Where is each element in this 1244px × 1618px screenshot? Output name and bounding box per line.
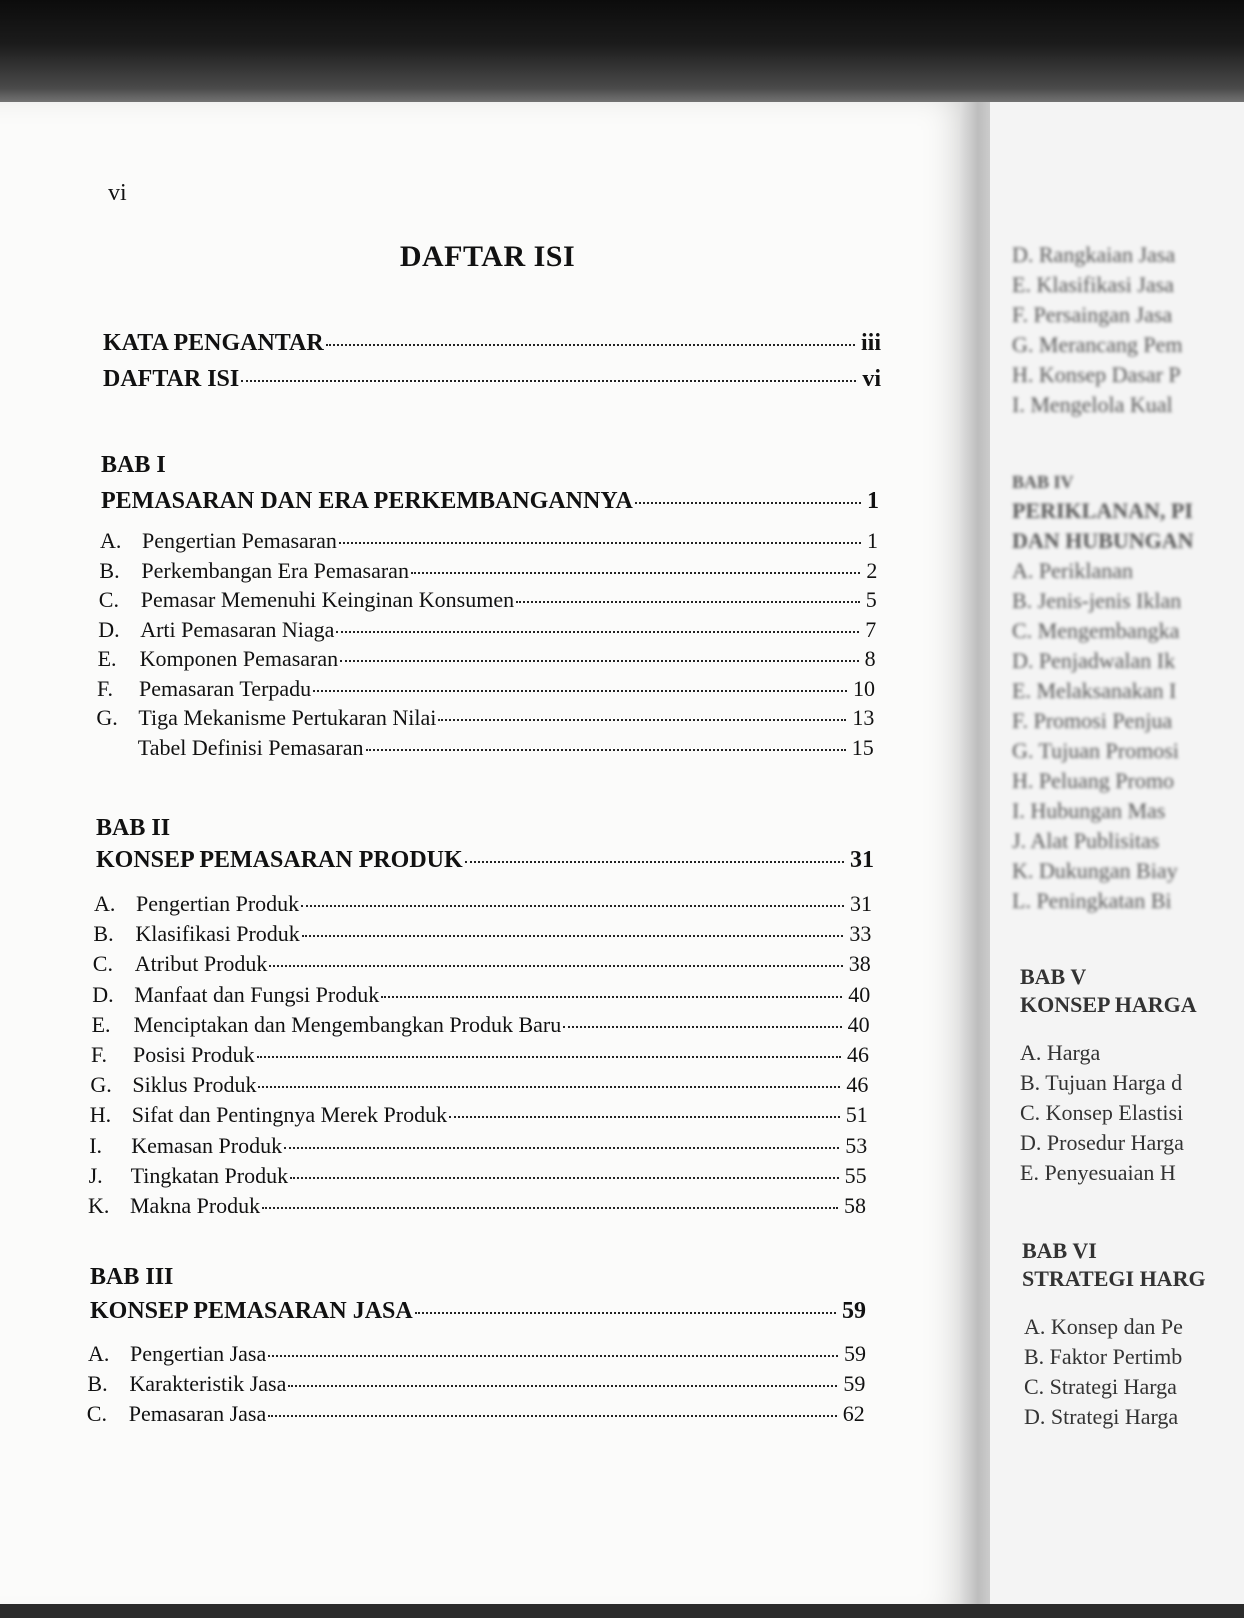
- toc-entry-label: Sifat dan Pentingnya Merek Produk: [131, 1102, 448, 1128]
- toc-entry-letter: G.: [96, 705, 118, 730]
- toc-entry-label: Perkembangan Era Pemasaran: [141, 557, 409, 583]
- toc-leader: [284, 1147, 839, 1149]
- toc-leader: [268, 1355, 838, 1357]
- toc-entry-letter: D.: [92, 981, 114, 1007]
- toc-entry: [90, 1102, 868, 1128]
- toc-leader: [411, 572, 860, 574]
- toc-leader: [415, 1312, 836, 1314]
- facing-chapter-title: KONSEP HARGA: [1020, 992, 1197, 1017]
- toc-entry: [87, 1371, 865, 1397]
- facing-entry: B. Jenis-jenis Iklan: [1012, 588, 1182, 613]
- toc-entry-page: 33: [849, 921, 872, 947]
- toc-entry-letter: B.: [87, 1371, 108, 1396]
- toc-entry: [99, 558, 877, 584]
- toc-entry-page: 10: [853, 675, 875, 701]
- toc-entry-page: 40: [848, 981, 871, 1007]
- toc-entry: [87, 1401, 865, 1427]
- chapter-number: BAB III: [90, 1264, 174, 1290]
- facing-entry: E. Melaksanakan I: [1012, 678, 1177, 703]
- toc-leader: [465, 861, 844, 863]
- toc-entry: [88, 1193, 866, 1219]
- toc-entry: [96, 735, 874, 761]
- facing-chapter-number: BAB V: [1020, 964, 1087, 989]
- chapter-title-row: [90, 1298, 866, 1325]
- toc-entry-page: 59: [843, 1371, 866, 1396]
- toc-entry-page: 2: [866, 557, 878, 583]
- chapter-page: 59: [842, 1298, 866, 1324]
- toc-entry-letter: A.: [94, 891, 116, 916]
- toc-label: KATA PENGANTAR: [103, 330, 324, 356]
- toc-entry-letter: F.: [91, 1042, 107, 1067]
- toc-entry-label: Atribut Produk: [134, 951, 268, 977]
- chapter-number: BAB II: [96, 815, 171, 841]
- toc-entry: [96, 705, 874, 731]
- toc-leader: [269, 965, 842, 967]
- toc-entry-letter: K.: [88, 1193, 110, 1218]
- toc-entry-letter: D.: [98, 616, 120, 642]
- facing-entry: F. Persaingan Jasa: [1012, 302, 1173, 327]
- toc-entry-page: 8: [864, 646, 876, 671]
- toc-entry: [92, 1012, 870, 1038]
- toc-leader: [301, 905, 844, 907]
- facing-entry: H. Konsep Dasar P: [1012, 362, 1181, 387]
- toc-entry-page: 5: [865, 587, 877, 612]
- toc-entry-letter: C.: [86, 1401, 107, 1426]
- toc-entry-label: Pemasar Memenuhi Keinginan Konsumen: [140, 587, 515, 612]
- toc-entry-letter: J.: [88, 1162, 103, 1188]
- chapter-number: BAB I: [101, 452, 166, 478]
- facing-entry: G. Tujuan Promosi: [1012, 738, 1179, 763]
- chapter-page: 31: [850, 847, 874, 873]
- toc-leader: [288, 1385, 837, 1387]
- chapter-title: PEMASARAN DAN ERA PERKEMBANGANNYA: [101, 488, 633, 514]
- toc-front-daftar-isi: [103, 366, 881, 393]
- toc-leader: [302, 935, 844, 937]
- toc-entry-page: 46: [846, 1072, 869, 1098]
- toc-entry: [100, 528, 878, 554]
- toc-entry-label: Tabel Definisi Pemasaran: [137, 734, 364, 760]
- facing-entry: D. Penjadwalan Ik: [1012, 648, 1176, 673]
- toc-entry-letter: C.: [92, 951, 113, 977]
- chapter-page: 1: [867, 488, 879, 514]
- toc-entry-page: 55: [844, 1162, 867, 1188]
- toc-leader: [381, 996, 842, 998]
- toc-entry: [98, 617, 876, 643]
- toc-entry-page: 51: [845, 1102, 868, 1128]
- facing-chapter-number: BAB IV: [1012, 472, 1074, 492]
- toc-entry-label: Pengertian Pemasaran: [142, 528, 337, 553]
- toc-entry: [88, 1341, 866, 1367]
- toc-entry-page: 59: [844, 1341, 866, 1366]
- toc-leader: [262, 1207, 838, 1209]
- toc-entry-page: 46: [847, 1042, 869, 1067]
- toc-leader: [366, 749, 846, 751]
- toc-entry-label: Klasifikasi Produk: [135, 921, 300, 947]
- toc-page: vi: [862, 366, 881, 392]
- toc-leader: [438, 719, 846, 721]
- toc-page: iii: [860, 330, 881, 356]
- chapter-title: KONSEP PEMASARAN JASA: [90, 1298, 413, 1324]
- toc-entry: [93, 951, 871, 977]
- toc-entry-page: 15: [851, 734, 874, 760]
- toc-entry-label: Makna Produk: [130, 1193, 261, 1218]
- page-title: DAFTAR ISI: [399, 240, 576, 273]
- toc-entry-page: 62: [842, 1401, 865, 1426]
- facing-entry: B. Faktor Pertimb: [1024, 1344, 1183, 1369]
- facing-entry: B. Tujuan Harga d: [1020, 1070, 1183, 1095]
- toc-entry-label: Pemasaran Jasa: [128, 1401, 267, 1426]
- toc-entry-letter: I.: [89, 1132, 103, 1158]
- toc-leader: [257, 1056, 841, 1058]
- facing-entry: A. Periklanan: [1012, 558, 1133, 583]
- facing-entry: K. Dukungan Biay: [1012, 858, 1178, 883]
- toc-leader: [449, 1116, 840, 1118]
- toc-entry-label: Karakteristik Jasa: [129, 1371, 287, 1396]
- toc-leader: [258, 1086, 840, 1088]
- toc-entry-letter: E.: [91, 1011, 111, 1037]
- toc-entry-letter: C.: [98, 587, 119, 612]
- facing-entry: I. Hubungan Mas: [1012, 798, 1166, 823]
- scanner-top-shadow: [0, 0, 1244, 110]
- toc-leader: [326, 344, 855, 346]
- chapter-title: KONSEP PEMASARAN PRODUK: [96, 847, 463, 873]
- toc-entry: [99, 587, 877, 613]
- toc-entry-page: 40: [847, 1011, 870, 1037]
- facing-chapter-title: STRATEGI HARG: [1022, 1266, 1206, 1291]
- toc-entry-label: Tiga Mekanisme Pertukaran Nilai: [138, 705, 437, 730]
- toc-entry-page: 1: [867, 528, 878, 553]
- toc-entry-label: Pemasaran Terpadu: [139, 675, 312, 701]
- toc-entry-label: Siklus Produk: [132, 1072, 257, 1098]
- facing-entry: I. Mengelola Kual: [1012, 392, 1173, 417]
- facing-entry: F. Promosi Penjua: [1012, 708, 1173, 733]
- toc-entry-page: 53: [845, 1132, 868, 1158]
- toc-leader: [241, 380, 856, 382]
- toc-entry-label: Manfaat dan Fungsi Produk: [134, 981, 380, 1007]
- toc-entry: [92, 982, 870, 1008]
- toc-leader: [339, 542, 861, 544]
- toc-entry-letter: G.: [90, 1072, 112, 1098]
- facing-page: [990, 102, 1244, 1618]
- facing-chapter-title: PERIKLANAN, PI: [1012, 498, 1193, 523]
- toc-entry-label: Tingkatan Produk: [130, 1162, 289, 1188]
- toc-leader: [563, 1026, 841, 1028]
- toc-entry-letter: B.: [93, 921, 114, 947]
- page-number: vi: [108, 180, 127, 206]
- facing-chapter-number: BAB VI: [1022, 1238, 1097, 1263]
- toc-leader: [313, 690, 847, 692]
- chapter-title-row: [96, 847, 874, 874]
- facing-entry: C. Konsep Elastisi: [1020, 1100, 1184, 1125]
- toc-entry-page: 13: [852, 705, 875, 730]
- toc-entry: [94, 891, 872, 917]
- facing-chapter-title: DAN HUBUNGAN: [1012, 528, 1194, 553]
- facing-entry: D. Rangkaian Jasa: [1012, 242, 1176, 267]
- toc-entry-letter: H.: [89, 1102, 112, 1128]
- toc-entry-letter: F.: [97, 675, 113, 701]
- chapter-title-row: [101, 488, 879, 515]
- toc-entry-label: Posisi Produk: [133, 1042, 255, 1067]
- facing-entry: C. Strategi Harga: [1024, 1374, 1177, 1399]
- toc-entry-letter: B.: [99, 557, 120, 583]
- toc-entry-page: 38: [848, 951, 871, 977]
- toc-leader: [336, 631, 859, 633]
- facing-entry: E. Penyesuaian H: [1020, 1160, 1176, 1185]
- toc-leader: [516, 601, 860, 603]
- scanner-bottom-shadow: [0, 1604, 1244, 1618]
- toc-entry: [93, 921, 871, 947]
- toc-entry: [89, 1133, 867, 1159]
- facing-entry: C. Mengembangka: [1012, 618, 1180, 643]
- toc-entry-letter: A.: [88, 1341, 110, 1366]
- facing-entry: G. Merancang Pem: [1012, 332, 1183, 357]
- toc-entry-label: Menciptakan dan Mengembangkan Produk Baru: [133, 1011, 562, 1037]
- toc-front-kata-pengantar: [103, 330, 881, 357]
- facing-entry: D. Strategi Harga: [1024, 1404, 1179, 1429]
- toc-leader: [290, 1177, 839, 1179]
- toc-entry-label: Komponen Pemasaran: [139, 646, 339, 671]
- toc-entry-label: Pengertian Jasa: [130, 1341, 267, 1366]
- facing-entry: D. Prosedur Harga: [1020, 1130, 1184, 1155]
- toc-entry-page: 58: [844, 1193, 866, 1218]
- facing-entry: E. Klasifikasi Jasa: [1012, 272, 1174, 297]
- toc-leader: [635, 502, 861, 504]
- toc-leader: [268, 1415, 837, 1417]
- toc-entry: [97, 676, 875, 702]
- toc-entry-letter: A.: [100, 528, 122, 553]
- facing-entry: A. Harga: [1020, 1040, 1101, 1065]
- toc-entry-label: Arti Pemasaran Niaga: [140, 616, 335, 642]
- toc-entry-label: Pengertian Produk: [136, 891, 300, 916]
- toc-entry-label: Kemasan Produk: [131, 1132, 283, 1158]
- toc-entry: [89, 1163, 867, 1189]
- toc-label: DAFTAR ISI: [103, 366, 240, 392]
- toc-entry: [90, 1072, 868, 1098]
- toc-entry-letter: E.: [97, 646, 117, 671]
- facing-entry: H. Peluang Promo: [1012, 768, 1174, 793]
- toc-leader: [340, 660, 858, 662]
- facing-entry: L. Peningkatan Bi: [1012, 888, 1172, 913]
- facing-entry: J. Alat Publisitas: [1012, 828, 1160, 853]
- toc-entry-page: 31: [850, 891, 872, 916]
- facing-entry: A. Konsep dan Pe: [1024, 1314, 1183, 1339]
- toc-entry: [91, 1042, 869, 1068]
- toc-entry-page: 7: [865, 616, 877, 642]
- toc-entry: [98, 646, 876, 672]
